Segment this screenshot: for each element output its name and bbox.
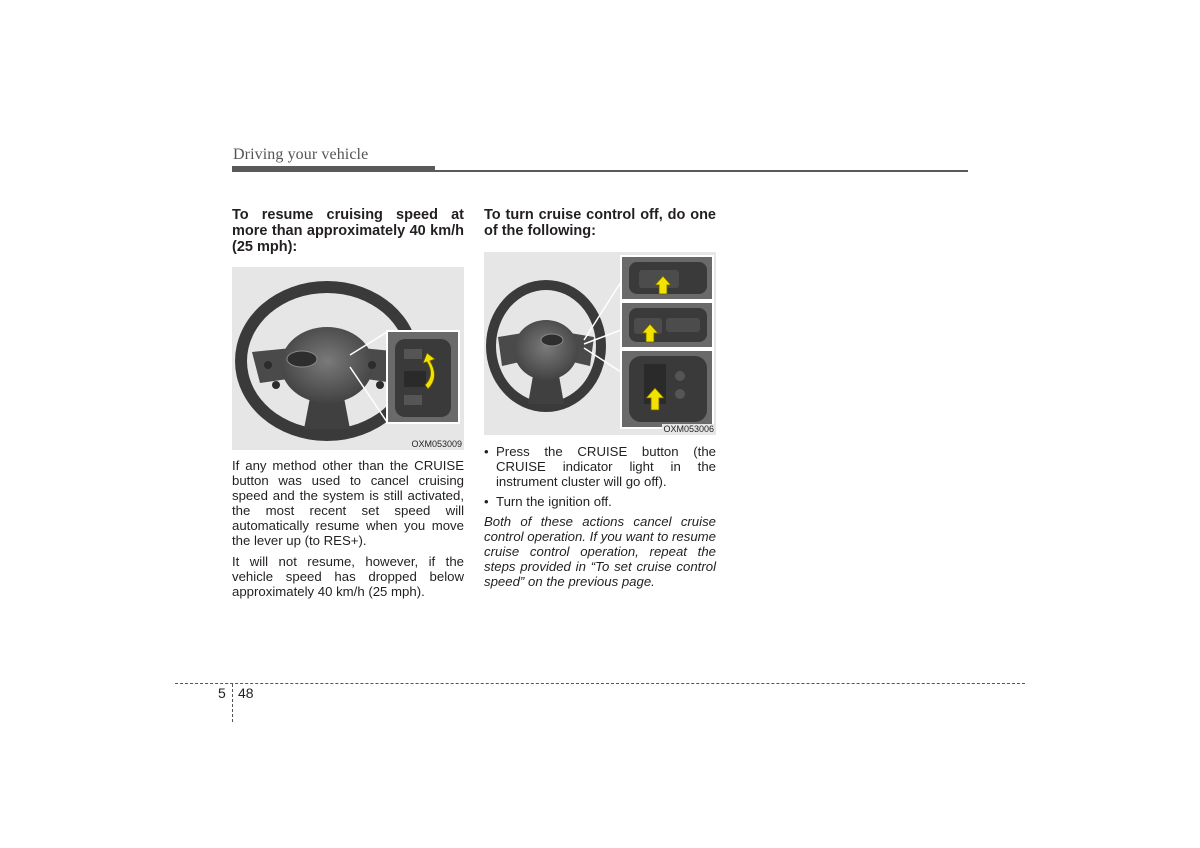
body-paragraph: It will not resume, however, if the vehicle speed has dropped below approximately 40 km/h (25 mph). bbox=[232, 554, 464, 599]
steering-wheel-figure-off bbox=[484, 252, 716, 435]
header-rule bbox=[232, 170, 968, 172]
footer-rule bbox=[175, 683, 1025, 684]
steering-wheel-illustration bbox=[232, 267, 464, 450]
footer-divider bbox=[232, 684, 233, 722]
running-header: Driving your vehicle bbox=[233, 146, 369, 163]
list-item-text: Turn the ignition off. bbox=[496, 494, 612, 509]
chapter-number: 5 bbox=[218, 685, 226, 701]
list-item: • Press the CRUISE button (the CRUISE indicator light in the instrument cluster will go off). bbox=[484, 444, 716, 489]
body-paragraph: If any method other than the CRUISE button was used to cancel cruising speed and the system is still activated, the most recent set speed will automatically resume when you move the lever up (to RES+). bbox=[232, 458, 464, 548]
italic-note: Both of these actions cancel cruise control operation. If you want to resume cruise control operation, repeat the steps provided in “To set cruise control speed” on the previous page. bbox=[484, 514, 716, 589]
list-item-text: Press the CRUISE button (the CRUISE indicator light in the instrument cluster will go off). bbox=[496, 444, 716, 489]
left-column bbox=[232, 207, 464, 599]
figure-code: OXM053009 bbox=[411, 439, 462, 449]
figure-code: OXM053006 bbox=[663, 424, 714, 434]
page-number: 48 bbox=[238, 685, 254, 701]
section-heading-off: To turn cruise control off, do one of the following: bbox=[484, 207, 716, 239]
list-item: • Turn the ignition off. bbox=[484, 494, 612, 509]
steering-wheel-illustration bbox=[484, 252, 716, 435]
bullet-list bbox=[484, 444, 716, 509]
steering-wheel-figure-resume bbox=[232, 267, 464, 450]
right-column bbox=[484, 207, 716, 589]
section-heading-resume: To resume cruising speed at more than approximately 40 km/h (25 mph): bbox=[232, 207, 464, 255]
